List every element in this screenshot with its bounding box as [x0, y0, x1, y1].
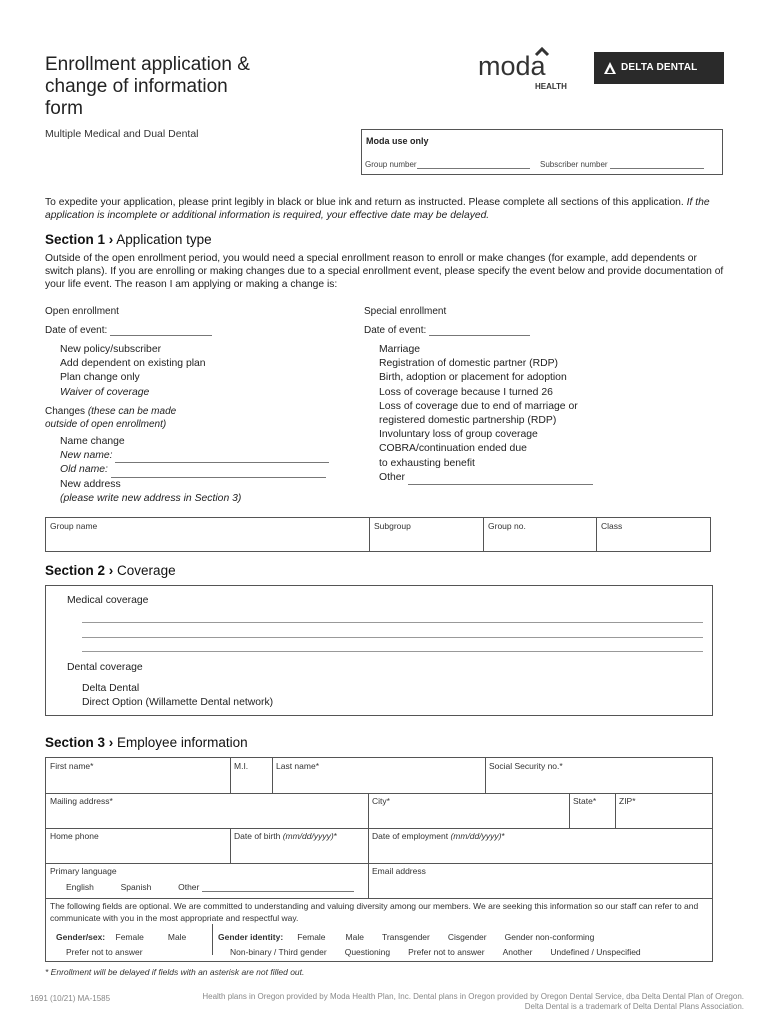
section-1-heading: Section 1 › Application type	[45, 232, 212, 247]
option-name-change[interactable]: Name change	[60, 436, 125, 447]
other-reason-field[interactable]	[408, 484, 593, 485]
identity-female[interactable]: Female	[297, 932, 326, 942]
employee-info-table	[45, 757, 713, 962]
group-name-cell[interactable]: Group name	[50, 521, 98, 531]
group-number-field[interactable]	[417, 168, 530, 169]
option-birth-adoption[interactable]: Birth, adoption or placement for adoption	[379, 372, 567, 384]
class-cell[interactable]: Class	[601, 521, 623, 531]
identity-another[interactable]: Another	[502, 947, 533, 957]
first-name-field[interactable]: First name*	[50, 761, 94, 771]
gender-female[interactable]: Female	[115, 932, 144, 942]
section-2-heading: Section 2 › Coverage	[45, 563, 176, 578]
delta-dental-logo: DELTA DENTAL	[594, 52, 724, 84]
mi-field[interactable]: M.I.	[234, 761, 249, 771]
zip-field[interactable]: ZIP*	[619, 796, 636, 806]
medical-plan-line-2[interactable]	[82, 637, 703, 638]
form-subtitle: Multiple Medical and Dual Dental	[45, 128, 199, 140]
language-options	[66, 882, 366, 892]
open-enrollment-heading: Open enrollment	[45, 306, 119, 317]
email-field[interactable]: Email address	[372, 866, 426, 876]
option-involuntary-loss[interactable]: Involuntary loss of group coverage	[379, 429, 538, 441]
option-delta-dental[interactable]: Delta Dental	[82, 683, 140, 694]
form-code: 1691 (10/21) MA-1585	[30, 994, 111, 1003]
asterisk-footnote: * Enrollment will be delayed if fields with an asterisk are not filled out.	[45, 967, 305, 977]
medical-coverage-checkbox[interactable]: Medical coverage	[67, 595, 149, 606]
special-enrollment-heading: Special enrollment	[364, 306, 447, 317]
ssn-field[interactable]: Social Security no.*	[489, 761, 563, 771]
option-direct-option[interactable]: Direct Option (Willamette Dental network)	[82, 697, 274, 709]
subscriber-number-field[interactable]	[610, 168, 704, 169]
option-turned-26[interactable]: Loss of coverage because I turned 26	[379, 386, 553, 398]
option-marriage[interactable]: Marriage	[379, 344, 420, 355]
option-plan-change[interactable]: Plan change only	[60, 372, 140, 384]
open-date-field[interactable]	[110, 335, 212, 336]
medical-plan-line-3[interactable]	[82, 651, 703, 652]
city-field[interactable]: City*	[372, 796, 390, 806]
identity-transgender[interactable]: Transgender	[381, 932, 430, 942]
old-name-field[interactable]	[111, 477, 326, 478]
section-3-heading: Section 3 › Employee information	[45, 735, 248, 750]
option-cobra-ended[interactable]: COBRA/continuation ended due	[379, 443, 527, 455]
last-name-field[interactable]: Last name*	[276, 761, 319, 771]
special-enrollment-date: Date of event:	[364, 325, 530, 336]
option-other[interactable]: Other	[379, 471, 405, 483]
option-add-dependent[interactable]: Add dependent on existing plan	[60, 358, 206, 370]
group-no-cell[interactable]: Group no.	[488, 521, 526, 531]
svg-text:moda: moda	[478, 51, 546, 81]
option-other-language[interactable]: Other	[178, 882, 200, 892]
moda-health-logo	[476, 45, 576, 93]
medical-plan-line-1[interactable]	[82, 622, 703, 623]
option-new-policy[interactable]: New policy/subscriber	[60, 344, 162, 355]
gender-sex-group: Gender/sex: Female Male Prefer not to answer	[56, 932, 187, 957]
changes-options: Name change New name: Old name: New address (please write new address in Section 3)	[60, 435, 329, 506]
gender-prefer-not[interactable]: Prefer not to answer	[66, 947, 143, 957]
footer-legal: Health plans in Oregon provided by Moda Health Plan, Inc. Dental plans in Oregon provided by Oregon Dental Service, dba Delta Dental Plan of Oregon. Delta Dental is a trademark of Delta Dental Plans Association.	[202, 992, 744, 1011]
gender-male[interactable]: Male	[167, 932, 187, 942]
option-waiver[interactable]: Waiver of coverage	[60, 386, 150, 398]
open-enrollment-date: Date of event:	[45, 325, 212, 336]
delta-triangle-icon	[603, 61, 617, 75]
special-enrollment-options: Marriage Registration of domestic partner (RDP) Birth, adoption or placement for adoption Loss of coverage because I turned 26 Loss of coverage due to end of marriage or registered domestic partnership (RDP) Involuntary loss of group coverage COBRA/continuation ended due to exhausting benefit Other	[379, 343, 593, 485]
group-info-table	[45, 517, 711, 552]
identity-non-binary[interactable]: Non-binary / Third gender	[230, 947, 327, 957]
doe-field[interactable]: Date of employment (mm/dd/yyyy)*	[372, 831, 505, 841]
intro-text: To expedite your application, please print legibly in black or blue ink and return as instructed. Please complete all sections of this application. If the application is incomplete or additional information is required, your effective date may be delayed.	[45, 197, 710, 221]
option-english[interactable]: English	[66, 882, 94, 892]
svg-text:HEALTH: HEALTH	[535, 82, 567, 91]
state-field[interactable]: State*	[573, 796, 597, 806]
identity-undefined[interactable]: Undefined / Unspecified	[550, 947, 641, 957]
gender-identity-group: Gender identity: Female Male Transgender Cisgender Gender non-conforming Non-binary / Third gender Questioning Prefer not to answer Another Undefined / Unspecified	[218, 932, 641, 957]
identity-questioning[interactable]: Questioning	[344, 947, 391, 957]
identity-prefer-not[interactable]: Prefer not to answer	[408, 947, 485, 957]
primary-language-label: Primary language	[50, 866, 117, 876]
changes-heading: Changes (these can be made outside of open enrollment)	[45, 406, 177, 430]
option-end-of-marriage[interactable]: Loss of coverage due to end of marriage or	[379, 400, 578, 412]
dental-coverage-checkbox[interactable]: Dental coverage	[67, 662, 143, 673]
subscriber-number-label: Subscriber number	[540, 160, 608, 169]
special-date-field[interactable]	[429, 335, 530, 336]
option-new-address[interactable]: New address	[60, 478, 121, 490]
option-spanish[interactable]: Spanish	[120, 882, 152, 892]
form-title: Enrollment application & change of information form	[45, 54, 250, 119]
other-language-field[interactable]	[202, 891, 354, 892]
home-phone-field[interactable]: Home phone	[50, 831, 99, 841]
dob-field[interactable]: Date of birth (mm/dd/yyyy)*	[234, 831, 337, 841]
option-rdp[interactable]: Registration of domestic partner (RDP)	[379, 358, 559, 370]
coverage-box	[45, 585, 713, 716]
identity-non-conforming[interactable]: Gender non-conforming	[504, 932, 595, 942]
optional-fields-note: The following fields are optional. We are committed to understanding and valuing diversity among our members. We are seeking this information so our staff can refer to and communicate with you in the most appropriate and respectful way.	[50, 901, 699, 923]
group-number-label: Group number	[365, 160, 417, 169]
identity-cisgender[interactable]: Cisgender	[447, 932, 487, 942]
moda-use-only-box: Moda use only Group number Subscriber number	[361, 129, 723, 175]
identity-male[interactable]: Male	[345, 932, 364, 942]
subgroup-cell[interactable]: Subgroup	[374, 521, 411, 531]
open-enrollment-options	[60, 343, 206, 400]
section-1-description: Outside of the open enrollment period, you would need a special enrollment reason to enroll or make changes (for example, add dependents or switch plans). If you are enrolling or making changes due to a special enrollment event, please specify the event below and provide documentation of your life event. The reason I am applying or making a change is:	[45, 253, 724, 290]
mailing-address-field[interactable]: Mailing address*	[50, 796, 113, 806]
